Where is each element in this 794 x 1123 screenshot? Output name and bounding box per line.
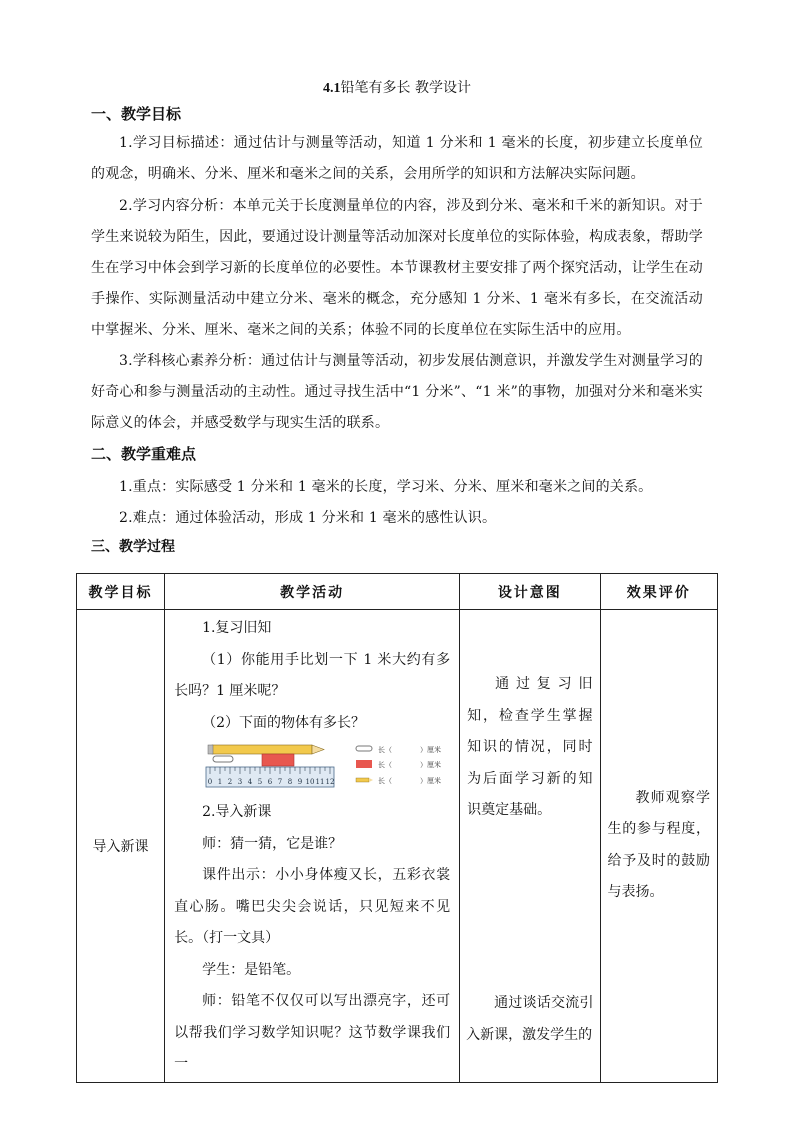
legend-unit: ）厘米 xyxy=(420,761,442,769)
legend-unit: ）厘米 xyxy=(420,777,442,785)
pencil-body-icon xyxy=(212,745,312,754)
paperclip-icon xyxy=(213,756,233,762)
document-title xyxy=(0,77,794,97)
header-activity: 教学活动 xyxy=(165,574,460,610)
pencil-band-icon xyxy=(208,745,213,754)
legend-paperclip xyxy=(356,745,441,754)
legend-pencil xyxy=(356,776,441,785)
ruler-tick-label: 2 xyxy=(227,778,233,786)
ruler-tick-label: 7 xyxy=(277,778,283,786)
section-heading-process: 三、教学过程 xyxy=(91,539,175,555)
ruler-tick-label: 0 xyxy=(207,778,213,786)
process-table xyxy=(76,573,718,1083)
activity-line: 学生：是铅笔。 xyxy=(202,961,301,978)
legend-label: 长（ xyxy=(378,761,393,769)
legend-label: 长（ xyxy=(378,777,393,785)
goal-cell xyxy=(77,610,165,1083)
legend-label: 长（ xyxy=(378,746,393,754)
ruler-tick-label: 11 xyxy=(315,778,325,786)
ruler-tick-label: 10 xyxy=(305,778,315,786)
table-header-row xyxy=(77,574,718,610)
difficult-point-paragraph: 2.难点：通过体验活动，形成 1 分米和 1 毫米的感性认识。 xyxy=(119,510,497,526)
activity-line: 课件出示：小小身体瘦又长，五彩衣裳直心肠。嘴巴尖尖会说话，只见短来不见长。（打一文具） xyxy=(174,867,451,946)
title-text: 铅笔有多长 教学设计 xyxy=(340,80,471,96)
pencil-tip-icon xyxy=(312,745,324,754)
ruler-figure xyxy=(174,741,450,793)
activity-line: 2.导入新课 xyxy=(202,804,272,820)
activity-line: （1）你能用手比划一下 1 米大约有多长吗？1 厘米呢？ xyxy=(174,651,451,699)
legend-paperclip-icon xyxy=(356,746,372,751)
eraser-icon xyxy=(262,754,294,766)
section-heading-key-points: 二、教学重难点 xyxy=(91,445,197,463)
ruler-tick-label: 5 xyxy=(257,778,263,786)
title-number: 4.1 xyxy=(323,81,341,96)
header-goal: 教学目标 xyxy=(77,574,165,610)
ruler-tick-label: 12 xyxy=(325,778,335,786)
ruler-tick-label: 1 xyxy=(217,778,223,786)
evaluation-cell xyxy=(600,610,717,1083)
legend-unit: ）厘米 xyxy=(420,746,442,754)
legend-eraser xyxy=(356,760,441,769)
ruler-tick-label: 8 xyxy=(287,778,293,786)
intent-text-1: 通过复习旧知，检查学生掌握知识的情况，同时为后面学习新的知识奠定基础。 xyxy=(467,676,593,818)
header-intent: 设计意图 xyxy=(460,574,600,610)
table-row xyxy=(77,610,718,1083)
activity-line: （2）下面的物体有多长？ xyxy=(202,714,365,731)
intent-cell xyxy=(460,610,600,1083)
key-point-paragraph: 1.重点：实际感受 1 分米和 1 毫米的长度，学习米、分米、厘米和毫米之间的关系。 xyxy=(119,479,653,495)
ruler-tick-label: 9 xyxy=(297,778,303,786)
legend-pencil-tip-icon xyxy=(369,778,373,782)
header-evaluation: 效果评价 xyxy=(600,574,717,610)
legend-pencil-icon xyxy=(356,778,369,782)
activity-content xyxy=(166,611,458,1081)
ruler-tick-label: 6 xyxy=(267,778,273,786)
goal-text: 导入新课 xyxy=(92,838,149,855)
activity-line: 1.复习旧知 xyxy=(202,620,272,636)
legend-eraser-icon xyxy=(356,760,372,768)
ruler-tick-label: 3 xyxy=(237,778,243,786)
goal-paragraph-2: 2.学习内容分析：本单元关于长度测量单位的内容，涉及到分米、毫米和千米的新知识。对于学生来说较为陌生，因此，要通过设计测量等活动加深对长度单位的实际体验，构成表象，帮助学生在学习中体会到学习新的长度单位的必要性。本节课教材主要安排了两个探究活动，让学生在动手操作、实际测量活动中建立分米、毫米的概念，充分感知 1 分米、1 毫米有多长，在交流活动中掌握米、分米、厘米、毫米之间的关系；体验不同的长度单位在实际生活中的应用。 xyxy=(91,198,703,338)
goal-paragraph-1: 1.学习目标描述：通过估计与测量等活动，知道 1 分米和 1 毫米的长度，初步建立长度单位的观念，明确米、分米、厘米和毫米之间的关系，会用所学的知识和方法解决实际问题。 xyxy=(91,135,703,182)
activity-cell xyxy=(165,610,460,1083)
evaluation-text: 教师观察学生的参与程度，给予及时的鼓励与表扬。 xyxy=(607,789,710,901)
activity-line: 师：猜一猜，它是谁？ xyxy=(202,835,343,852)
goal-paragraph-3: 3.学科核心素养分析：通过估计与测量等活动，初步发展估测意识，并激发学生对测量学习的好奇心和参与测量活动的主动性。通过寻找生活中“1 分米”、“1 米”的事物，加强对分米和毫米实际意义的体会，并感受数学与现实生活的联系。 xyxy=(91,353,703,431)
intent-text-2: 通过谈话交流引入新课，激发学生的 xyxy=(466,995,594,1043)
activity-line: 师：铅笔不仅仅可以写出漂亮字，还可以帮我们学习数学知识呢？这节数学课我们一 xyxy=(174,993,451,1072)
ruler-tick-label: 4 xyxy=(247,778,253,786)
section-heading-goals: 一、教学目标 xyxy=(91,105,182,123)
